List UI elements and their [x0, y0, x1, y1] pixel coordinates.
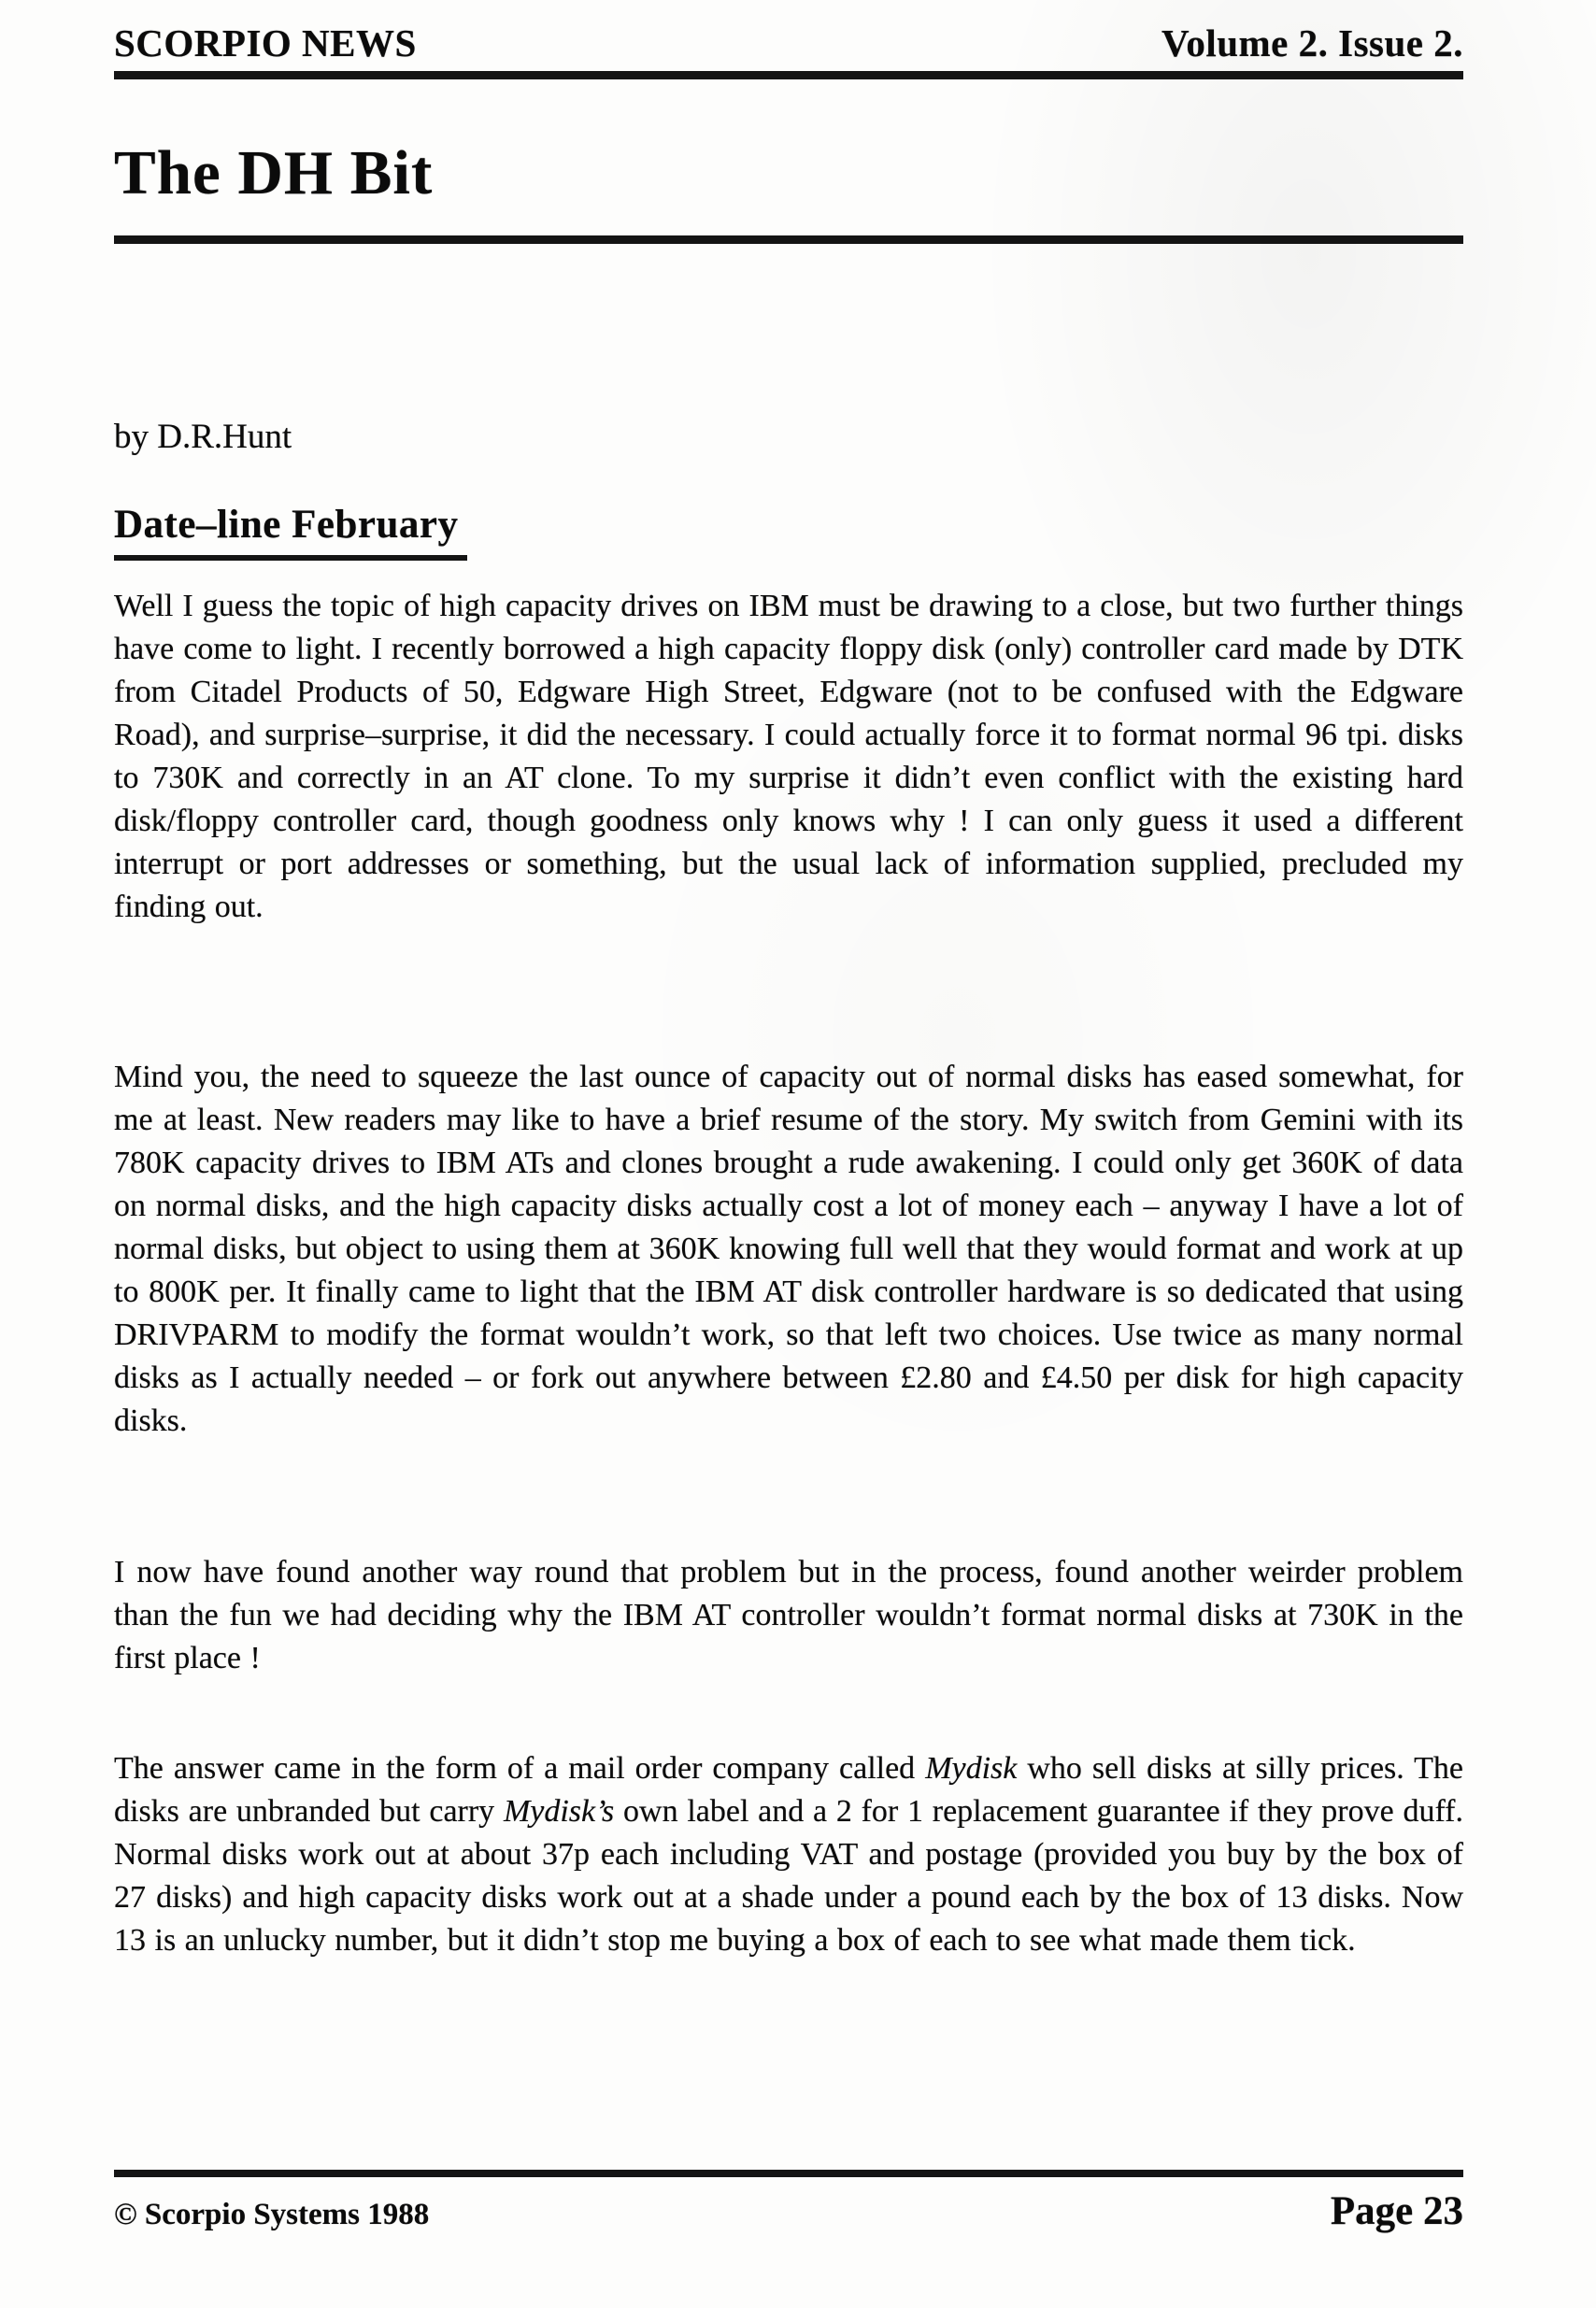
mydisk-company-name: Mydisk [925, 1751, 1018, 1786]
paragraph-3-text: I now have found another way round that problem but in the process, found another weirder problem than the fun we had deciding why the IBM AT controller wouldn’t format normal disks at 730K in the first place ! [114, 1555, 1463, 1675]
paragraph-4-text: own label and a 2 for 1 replacement guarantee if they prove duff. Normal disks work out at about 37p each including VAT and postage (provided you buy by the box of 27 disks) and high capacity disks work out at a shade under a pound each by the box of 13 disks. Now 13 is an unlucky number, but it didn’t stop me buying a box of each to see what made them tick. [114, 1794, 1463, 1958]
footer-divider [114, 2170, 1463, 2177]
footer-page-number: Page 23 [1330, 2189, 1463, 2233]
paragraph-4-text: The answer came in the form of a mail order company called [114, 1751, 926, 1786]
paragraph-1-text: Well I guess the topic of high capacity drives on IBM must be drawing to a close, but two further things have come to light. I recently borrowed a high capacity floppy disk (only) controller card made by DTK from Citadel Products of 50, Edgware High Street, Edgware (not to be confused with the Edgware Road), and surprise–surprise, it did the necessary. I could actually force it to format normal 96 tpi. disks to 730K and correctly in an AT clone. To my surprise it didn’t even conflict with the existing hard disk/floppy controller card, though goodness only knows why ! I can only guess it used a different interrupt or port addresses or something, but the usual lack of information supplied, precluded my finding out. [114, 589, 1463, 924]
title-divider [114, 235, 1463, 244]
paragraph-3 [114, 1551, 1463, 1680]
newsletter-title: SCORPIO NEWS [114, 21, 417, 64]
footer-copyright: © Scorpio Systems 1988 [114, 2198, 430, 2231]
paragraph-1 [114, 585, 1463, 929]
paragraph-4-text: who sell disks at silly prices. The disks are unbranded but carry [114, 1751, 1464, 1829]
paragraph-4 [114, 1747, 1463, 1962]
section-heading-text: Date–line February [114, 503, 467, 561]
masthead [114, 21, 1463, 79]
byline: by D.R.Hunt [114, 418, 292, 456]
footer [114, 2188, 1463, 2234]
section-heading [114, 503, 467, 561]
article-title: The DH Bit [114, 138, 434, 207]
paragraph-2-text: Mind you, the need to squeeze the last ounce of capacity out of normal disks has eased somewhat, for me at least. New readers may like to have a brief resume of the story. My switch from Gemini with its 780K capacity drives to IBM ATs and clones brought a rude awakening. I could only get 360K of data on normal disks, and the high capacity disks actually cost a lot of money each – anyway I have a lot of normal disks, but object to using them at 360K knowing full well that they would format and work at up to 800K per. It finally came to light that the IBM AT disk controller hardware is so dedicated that using DRIVPARM to modify the format wouldn’t work, so that left two choices. Use twice as many normal disks as I actually needed – or fork out anywhere between £2.80 and £4.50 per disk for high capacity disks. [114, 1060, 1463, 1438]
paragraph-2 [114, 1056, 1463, 1443]
mydisk-company-name-possessive: Mydisk’s [503, 1794, 615, 1829]
volume-issue-label: Volume 2. Issue 2. [1161, 21, 1463, 64]
